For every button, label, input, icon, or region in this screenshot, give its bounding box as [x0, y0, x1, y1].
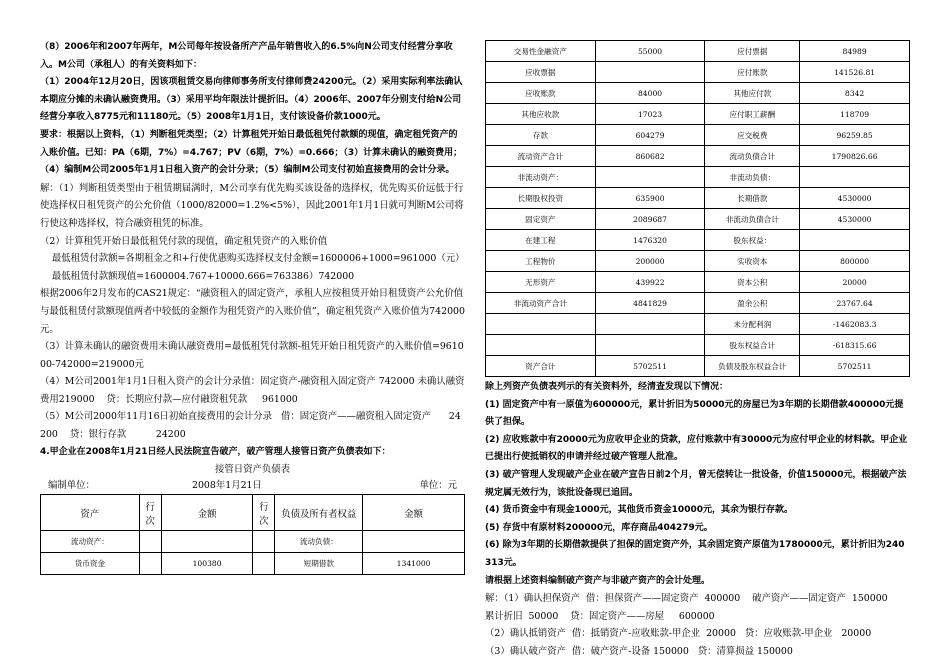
table-cell: 其他应收款 — [486, 104, 596, 125]
table-cell: 非流动负债： — [705, 167, 800, 188]
table-cell: 860682 — [595, 146, 705, 167]
table-cell: 118709 — [800, 104, 910, 125]
table-cell: 4530000 — [800, 209, 910, 230]
table-row — [486, 104, 910, 125]
left-column — [40, 0, 465, 575]
situation-paragraph: 除上列资产负债表列示的有关资料外，经清查发现以下情况： — [485, 382, 729, 392]
table-cell: 96259.85 — [800, 125, 910, 146]
table-cell: 股东权益合计 — [705, 335, 800, 356]
table-cell: 交易性金融资产 — [486, 41, 596, 62]
solution-line: 最低租赁付款额=各期租金之和+行使优惠购买选择权支付金额=1600006+1000=961000（元） — [40, 253, 465, 265]
table-cell: 固定资产 — [486, 209, 596, 230]
table-cell: 盈余公积 — [705, 293, 800, 314]
table-cell: 应付票据 — [705, 41, 800, 62]
table-cell — [253, 553, 275, 575]
table-row — [486, 356, 910, 377]
table-cell: 4841829 — [595, 293, 705, 314]
solution-line: 最低租赁付款额现值=1600004.767+10000.666=763386）742000 — [40, 270, 355, 282]
table-row — [486, 167, 910, 188]
table-cell: 应付账款 — [705, 62, 800, 83]
header-cell: 资产 — [41, 495, 140, 531]
table-cell: 84989 — [800, 41, 910, 62]
table-cell: 非流动资产： — [486, 167, 596, 188]
table-cell: 100380 — [161, 553, 253, 575]
table-cell: 1476320 — [595, 230, 705, 251]
table-cell: 负债及股东权益合计 — [705, 356, 800, 377]
situation-paragraph: (4) 货币资金中有现金1000元，其他货币资金10000元，其余为银行存款。 — [485, 505, 793, 516]
question-paragraph: 要求：根据以上资料，（1）判断租凭类型；（2）计算租凭开始日最低租凭付款额的现值，确定租凭资产的入账价值。已知：PA（6期，7%）=4.767；PV（6期，7%）=0.666；（3）计算未确认的融资费用；（4）编制M公司2005年1月1日租入资产的会计分录；（5）编制M公司支付初始直接费用的会计分录。 — [40, 129, 463, 176]
situation-paragraph: (3) 破产管理人发现破产企业在破产宣告日前2个月，曾无偿转让一批设备，价值150000元，根据破产法规定属无效行为，该批设备现已追回。 — [485, 469, 907, 498]
table-cell: 5702511 — [800, 356, 910, 377]
table-cell: 1790826.66 — [800, 146, 910, 167]
table-row — [41, 531, 465, 553]
table-cell: 800000 — [800, 251, 910, 272]
table-row — [486, 272, 910, 293]
table-cell: 长期借款 — [705, 188, 800, 209]
table-cell: 短期借款 — [275, 553, 363, 575]
table-cell — [595, 314, 705, 335]
table-cell: 439922 — [595, 272, 705, 293]
table-cell: 实收资本 — [705, 251, 800, 272]
table-cell: 应付职工薪酬 — [705, 104, 800, 125]
table-cell — [800, 230, 910, 251]
table-cell: 604279 — [595, 125, 705, 146]
table-cell: -618315.66 — [800, 335, 910, 356]
header-cell: 金额 — [161, 495, 253, 531]
table-cell — [486, 314, 596, 335]
table-title: 接管日资产负债表 — [214, 464, 290, 476]
table-cell: 货币资金 — [41, 553, 140, 575]
table-row — [486, 83, 910, 104]
solution-line: （2）确认抵销资产 借：抵销资产-应收账款-甲企业 20000 贷：应收账款-甲企业 20000 — [485, 628, 872, 640]
table-cell: 流动负债： — [275, 531, 363, 553]
table-cell: 应收票据 — [486, 62, 596, 83]
unit-date: 2008年1月21日 — [192, 480, 262, 492]
table-row — [486, 146, 910, 167]
question-paragraph: （8）2006年和2007年两年，M公司每年按设备所产产品年销售收入的6.5%向N公司支付经营分享收入。M公司（承租人）的有关资料如下： — [40, 42, 453, 70]
table-cell — [139, 531, 161, 553]
solution-line: （3）确认破产资产 借：破产资产-设备 150000 贷：清算损益 150000 — [485, 645, 793, 657]
table-cell: -1462083.3 — [800, 314, 910, 335]
balance-sheet-table-part2 — [485, 40, 910, 377]
table-row — [486, 314, 910, 335]
table-row — [486, 41, 910, 62]
right-column — [485, 0, 910, 661]
solution-line: （4）M公司2001年1月1日租入资产的会计分录值：固定资产-融资租入固定资产 742000 未确认融资费用219000 贷：长期应付款—应付融资租凭款 961000 — [40, 376, 465, 405]
table-cell: 资产合计 — [486, 356, 596, 377]
unit-right: 单位：元 — [419, 480, 457, 492]
situation-paragraph: (1) 固定资产中有一原值为600000元，累计折旧为50000元的房屋已为3年期的长期借款400000元提供了担保。 — [485, 399, 904, 428]
table-cell: 应收账款 — [486, 83, 596, 104]
table-cell — [139, 553, 161, 575]
table-cell — [486, 335, 596, 356]
table-cell: 其他应付款 — [705, 83, 800, 104]
solution-line: （5）M公司2000年11月16日初始直接费用的会计分录 借：固定资产——融资租入固定资产 24200 贷：银行存款 24200 — [40, 411, 461, 441]
table-row — [486, 188, 910, 209]
table-cell: 200000 — [595, 251, 705, 272]
table-cell — [363, 531, 465, 553]
table-unit-row — [40, 478, 465, 494]
table-cell: 无形资产 — [486, 272, 596, 293]
header-cell: 行次 — [139, 495, 161, 531]
table-row — [486, 230, 910, 251]
table-row — [486, 335, 910, 356]
situation-paragraph: (2) 应收账款中有20000元为应收甲企业的贷款，应付账款中有30000元为应付甲企业的材料款。甲企业已提出行使抵销权的申请并经过破产管理人批准。 — [485, 434, 908, 463]
solution-line: （3）计算未确认的融资费用未确认融资费用=最低租凭付款额-租凭开始日租凭资产的入账价值=961000-742000=219000元 — [40, 341, 464, 370]
table-cell: 长期股权投资 — [486, 188, 596, 209]
table-cell: 流动资产合计 — [486, 146, 596, 167]
header-cell: 行次 — [253, 495, 275, 531]
table-cell — [800, 167, 910, 188]
table-cell: 84000 — [595, 83, 705, 104]
table-cell: 2089687 — [595, 209, 705, 230]
table-cell: 非流动资产合计 — [486, 293, 596, 314]
question-paragraph: （1）2004年12月20日，因该项租赁交易向律师事务所支付律师费24200元。（2）采用实际利率法确认本期应分摊的未确认融资费用。（3）采用平均年限法计提折旧。（4）2006年、2007年分别支付给N公司经营分享收入8775元和11180元。（5）2008年1月1日，支付该设备价款1000元。 — [40, 77, 463, 123]
table-cell: 17023 — [595, 104, 705, 125]
table-cell: 在建工程 — [486, 230, 596, 251]
table-row — [486, 62, 910, 83]
table-header-row — [41, 495, 465, 531]
table-row — [486, 209, 910, 230]
table-cell: 应交税费 — [705, 125, 800, 146]
table-cell — [253, 531, 275, 553]
unit-left: 编制单位： — [48, 480, 95, 492]
table-cell: 流动负债合计 — [705, 146, 800, 167]
solution-line: 解：（1）确认担保资产 借：担保资产——固定资产 400000 破产资产——固定资产 150000 累计折旧 50000 贷：固定资产——房屋 600000 — [485, 593, 903, 622]
table-row — [486, 293, 910, 314]
table-cell — [595, 167, 705, 188]
table-cell: 8342 — [800, 83, 910, 104]
solution-line: （2）计算租凭开始日最低租凭付款的现值，确定租凭资产的入账价值 — [40, 235, 328, 247]
table-cell: 141526.81 — [800, 62, 910, 83]
table-cell: 1341000 — [363, 553, 465, 575]
table-cell — [161, 531, 253, 553]
table-cell: 5702511 — [595, 356, 705, 377]
situation-paragraph: (5) 存货中有原材料200000元，库存商品404279元。 — [485, 522, 713, 533]
table-cell: 4530000 — [800, 188, 910, 209]
table-cell — [595, 62, 705, 83]
table-row — [486, 125, 910, 146]
table-cell: 20000 — [800, 272, 910, 293]
table-cell: 635900 — [595, 188, 705, 209]
header-cell: 负债及所有者权益 — [275, 495, 363, 531]
table-cell: 存款 — [486, 125, 596, 146]
table-cell: 资本公积 — [705, 272, 800, 293]
situation-paragraph: (6) 除为3年期的长期借款提供了担保的固定资产外，其余固定资产原值为1780000元，累计折旧为240313元。 — [485, 540, 905, 568]
situation-paragraph: 请根据上述资料编制破产资产与非破产资产的会计处理。 — [485, 575, 711, 586]
table-cell: 未分配利润 — [705, 314, 800, 335]
table-cell: 23767.64 — [800, 293, 910, 314]
table-cell: 工程物价 — [486, 251, 596, 272]
table-row — [41, 553, 465, 575]
table-cell: 股东权益： — [705, 230, 800, 251]
table-cell: 流动资产： — [41, 531, 140, 553]
table-cell: 55000 — [595, 41, 705, 62]
solution-line: 根据2006年2月发布的CAS21规定：“融资租入的固定资产，承租人应按租赁开始日租赁资产公允价值与最低租赁付款额现值两者中较低的金额作为租凭资产的入账价值”，确定租凭资产入账价值为742000元。 — [40, 288, 465, 335]
table-cell: 非流动负债合计 — [705, 209, 800, 230]
header-cell: 金额 — [363, 495, 465, 531]
solution-line: 解：（1）判断租赁类型由于租赁期届满时，M公司享有优先购买该设备的选择权，优先购买价远低于行使选择权日租凭资产的公允价值（1000/82000=1.2%<5%），因此2001年1月1日就可判断M公司将行使这种选择权，符合融资租凭的标准。 — [40, 182, 464, 229]
question-4-heading: 4.甲企业在2008年1月21日经人民法院宣告破产，破产管理人接管日资产负债表如下： — [40, 446, 391, 457]
table-cell — [595, 335, 705, 356]
balance-sheet-table-part1 — [40, 494, 465, 575]
table-row — [486, 251, 910, 272]
